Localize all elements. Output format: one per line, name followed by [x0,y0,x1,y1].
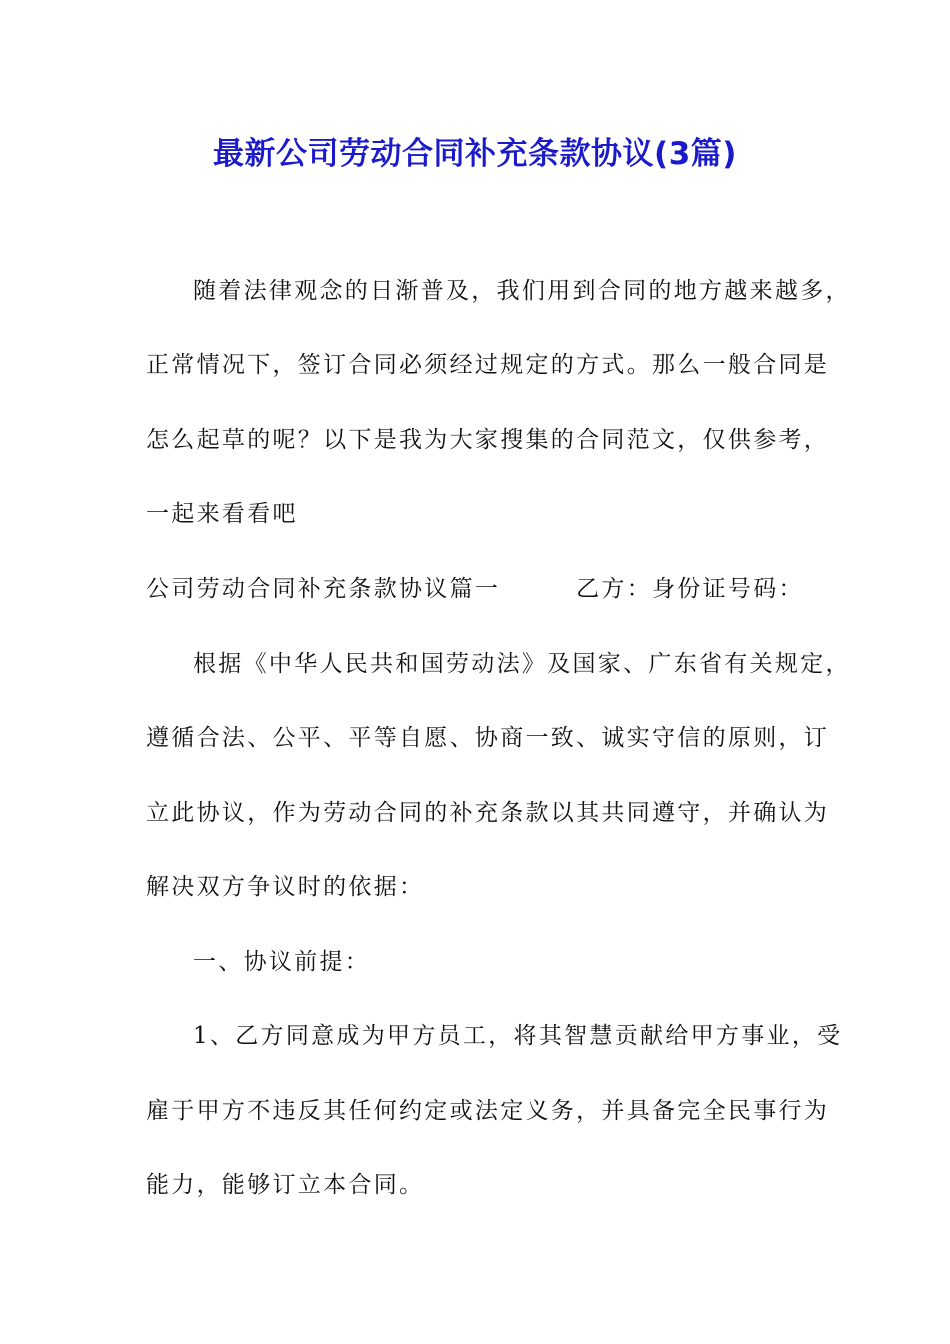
paragraph-line: 根据《中华人民共和国劳动法》及国家、广东省有关规定， [193,651,851,677]
paragraph-line: 遵循合法、公平、平等自愿、协商一致、诚实守信的原则，订 [146,725,830,751]
paragraph-line: 正常情况下，签订合同必须经过规定的方式。那么一般合同是 [146,352,830,378]
paragraph-line: 解决双方争议时的依据： [146,874,425,900]
document-title: 最新公司劳动合同补充条款协议(3篇) [213,136,737,172]
clause-heading-line: 一、协议前提： [193,949,371,975]
section-heading-line: 公司劳动合同补充条款协议篇一 乙方：身份证号码： [146,576,804,602]
paragraph-line: 随着法律观念的日渐普及，我们用到合同的地方越来越多， [193,278,851,304]
paragraph-line: 能力，能够订立本合同。 [146,1172,425,1198]
paragraph-line: 一起来看看吧 [146,501,298,527]
paragraph-line: 立此协议，作为劳动合同的补充条款以其共同遵守，并确认为 [146,800,830,826]
paragraph-line: 怎么起草的呢？以下是我为大家搜集的合同范文，仅供参考， [146,427,830,453]
paragraph-line: 1、乙方同意成为甲方员工，将其智慧贡献给甲方事业，受 [193,1023,843,1049]
paragraph-line: 雇于甲方不违反其任何约定或法定义务，并具备完全民事行为 [146,1098,830,1124]
